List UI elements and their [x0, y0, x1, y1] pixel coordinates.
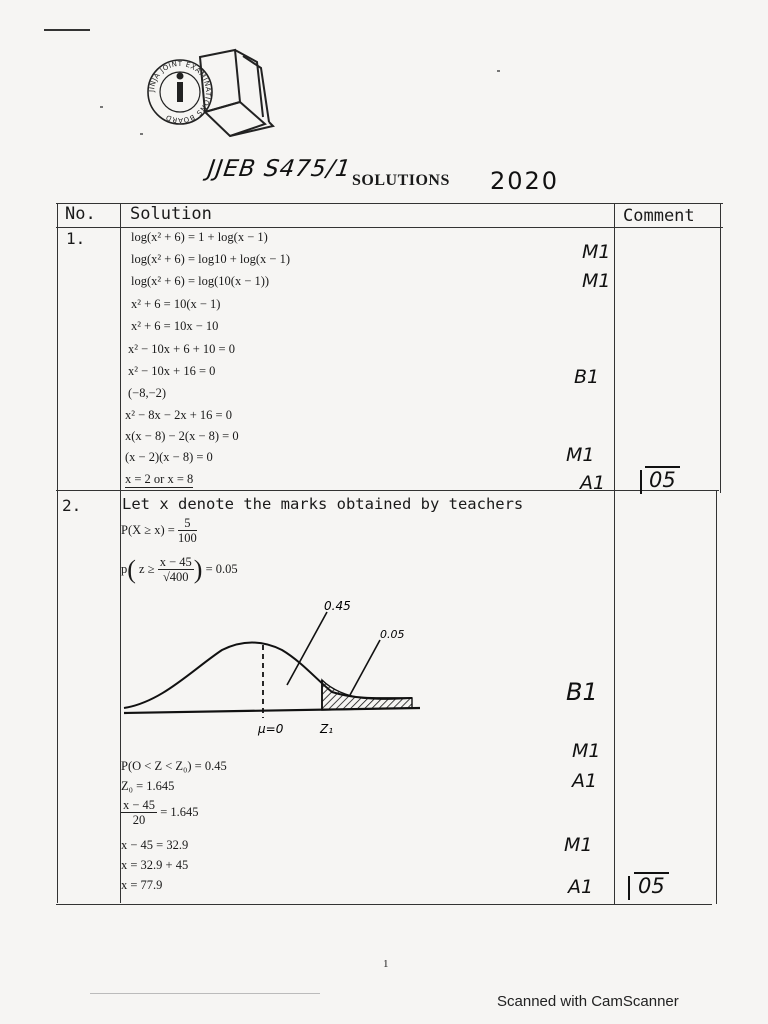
mark-award: B1: [566, 678, 598, 706]
col-header-solution: Solution: [130, 204, 212, 224]
score-box-mark: [628, 876, 630, 900]
mark-award: A1: [580, 472, 606, 494]
mark-award: M1: [572, 740, 601, 762]
pointer-tail: [350, 640, 380, 695]
mark-award: A1: [568, 876, 594, 898]
col-header-no: No.: [65, 204, 96, 224]
paper-code: JJEB S475/1: [206, 156, 353, 182]
solution-line: log(x² + 6) = log10 + log(x − 1): [131, 252, 291, 266]
fraction: [121, 799, 157, 827]
col-divider: [614, 203, 615, 904]
question-number: 1.: [66, 229, 86, 248]
solution-line: x² − 10x + 16 = 0: [128, 364, 216, 378]
mark-award: M1: [582, 270, 611, 292]
eq-right: = 0.05: [205, 561, 238, 576]
solution-line: log(x² + 6) = 1 + log(x − 1): [131, 230, 268, 244]
scanner-watermark: Scanned with CamScanner: [497, 993, 679, 1010]
mark-award: A1: [572, 770, 598, 792]
fraction: [158, 556, 194, 584]
solution-line: x² + 6 = 10(x − 1): [131, 297, 221, 311]
standardized-equation: p( z ≥ $\frac{x - 45}{√400}$ ) = 0.05: [121, 555, 238, 584]
final-answer: x = 2 or x = 8: [125, 472, 194, 486]
scan-mark: [44, 29, 90, 31]
mark-award: M1: [582, 241, 611, 263]
header-divider: [56, 227, 723, 228]
tail-label: 0.05: [380, 628, 405, 641]
eq-right: = 1.645: [160, 804, 199, 819]
question-number: 2.: [62, 496, 82, 515]
scan-speck: [497, 70, 500, 72]
scan-speck: [140, 133, 143, 135]
fraction-numerator: x − 45: [123, 798, 156, 812]
table-border: [720, 203, 721, 493]
fraction-denominator: 20: [132, 813, 146, 827]
doc-title: SOLUTIONS: [352, 172, 450, 189]
solution-line: x(x − 8) − 2(x − 8) = 0: [125, 429, 239, 443]
solution-line: (−8,−2): [128, 386, 167, 400]
question-score: 05: [634, 872, 669, 898]
solution-line: x − 45 = 32.9: [121, 838, 189, 852]
solution-line: x = 32.9 + 45: [121, 858, 189, 872]
table-border: [57, 203, 58, 903]
col-divider: [120, 203, 121, 903]
mu-label: μ=0: [258, 722, 284, 736]
pointer-area: [287, 612, 327, 685]
question-score: 05: [645, 466, 680, 492]
mark-award: M1: [566, 444, 595, 466]
logo-ring-text: JINJA JOINT EXAMINATIONS BOARD: [147, 59, 213, 125]
mark-award: B1: [574, 366, 600, 388]
mark-award: M1: [564, 834, 593, 856]
z-label: Z₁: [320, 722, 334, 736]
solution-line: x² − 8x − 2x + 16 = 0: [125, 408, 232, 422]
solution-line: (x − 2)(x − 8) = 0: [125, 450, 213, 464]
solution-line: log(x² + 6) = log(10(x − 1)): [131, 274, 270, 288]
table-border: [716, 490, 717, 904]
fraction-numerator: 5: [178, 517, 197, 531]
fraction: [178, 517, 197, 545]
fraction-denominator: √400: [162, 570, 189, 584]
exam-board-logo: [145, 42, 285, 142]
probability-equation: [121, 517, 197, 545]
solution-line: Z₀ = 1.645: [121, 779, 175, 793]
tail-region: [322, 680, 412, 710]
standardization-line: [121, 799, 199, 827]
score-box-mark: [640, 470, 642, 494]
scan-speck: [100, 106, 103, 108]
year: 2020: [490, 167, 560, 195]
final-answer: x = 77.9: [121, 878, 163, 892]
normal-curve-sketch: [122, 590, 422, 740]
eq-left: P(X ≥ x) =: [121, 522, 175, 537]
area-label: 0.45: [324, 599, 351, 613]
question-statement: Let x denote the marks obtained by teachers: [122, 495, 524, 513]
page-number: 1: [383, 958, 389, 970]
fraction-numerator: x − 45: [159, 555, 192, 569]
scan-edge: [90, 993, 320, 994]
table-border: [56, 904, 712, 905]
eq-z: z ≥: [139, 561, 155, 576]
col-header-comment: Comment: [623, 206, 695, 226]
solution-line: x² + 6 = 10x − 10: [131, 319, 219, 333]
solution-line: P(O < Z < Z₀) = 0.45: [121, 759, 227, 773]
solution-line: x² − 10x + 6 + 10 = 0: [128, 342, 235, 356]
row-divider: [56, 490, 719, 491]
eq-prefix: p: [121, 561, 128, 576]
fraction-denominator: 100: [177, 531, 197, 545]
